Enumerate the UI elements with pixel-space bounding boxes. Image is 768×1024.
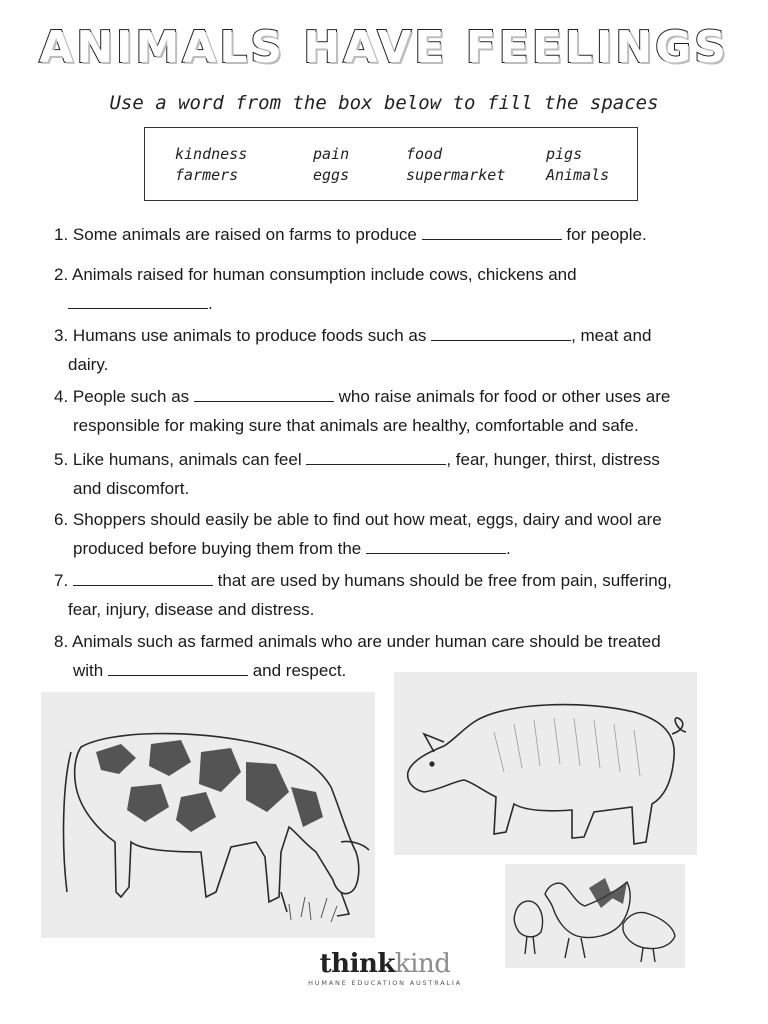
logo-wordmark (300, 950, 470, 978)
question-text: produced before buying them from the (73, 539, 362, 558)
word-kindness: kindness (175, 145, 248, 163)
question-number: 7. (54, 571, 69, 590)
word-pigs: pigs (546, 145, 583, 163)
question-text: , meat and (571, 326, 652, 345)
answer-blank[interactable] (431, 328, 571, 341)
question-text: . (505, 539, 511, 558)
question-text: Animals raised for human consumption include cows, chickens and (71, 265, 577, 284)
question-3 (54, 321, 714, 379)
thinkkind-logo (300, 950, 470, 987)
cow-drawing (41, 692, 375, 938)
question-text: Like humans, animals can feel (72, 450, 302, 469)
question-text: for people. (566, 225, 647, 244)
pig-illustration (394, 672, 697, 855)
chickens-illustration (505, 864, 685, 968)
question-number: 5. (54, 450, 69, 469)
question-text: that are used by humans should be free from pain, suffering, (217, 571, 672, 590)
question-text: Humans use animals to produce foods such as (72, 326, 427, 345)
answer-blank[interactable] (422, 227, 562, 240)
pig-drawing (394, 672, 697, 855)
question-text: who raise animals for food or other uses are (338, 387, 671, 406)
question-text: and discomfort. (73, 479, 190, 498)
question-number: 8. (54, 632, 69, 651)
question-number: 2. (54, 265, 69, 284)
question-text: Shoppers should easily be able to find out how meat, eggs, dairy and wool are (72, 510, 662, 529)
question-text: . (208, 294, 213, 313)
word-animals: Animals (546, 166, 610, 184)
logo-kind: kind (394, 949, 451, 979)
question-number: 4. (54, 387, 69, 406)
question-4 (54, 382, 714, 440)
answer-blank[interactable] (194, 389, 334, 402)
question-text: Animals such as farmed animals who are under human care should be treated (71, 632, 661, 651)
answer-blank[interactable] (73, 573, 213, 586)
question-number: 1. (54, 225, 69, 244)
question-1 (54, 220, 714, 249)
word-eggs: eggs (313, 166, 350, 184)
word-food: food (406, 145, 443, 163)
question-text: Some animals are raised on farms to produce (72, 225, 417, 244)
word-box (144, 127, 638, 201)
chickens-drawing (505, 864, 685, 968)
answer-blank[interactable] (108, 663, 248, 676)
question-text: dairy. (68, 355, 109, 374)
question-text: fear, injury, disease and distress. (68, 600, 315, 619)
question-number: 6. (54, 510, 69, 529)
cow-illustration (41, 692, 375, 938)
answer-blank[interactable] (366, 541, 506, 554)
question-7 (54, 566, 714, 624)
word-farmers: farmers (175, 166, 239, 184)
question-text: and respect. (252, 661, 347, 680)
word-pain: pain (313, 145, 350, 163)
question-text: responsible for making sure that animals are healthy, comfortable and safe. (73, 416, 639, 435)
instructions: Use a word from the box below to fill the spaces (109, 92, 659, 114)
question-text: People such as (72, 387, 190, 406)
question-number: 3. (54, 326, 69, 345)
answer-blank[interactable] (306, 452, 446, 465)
answer-blank[interactable] (68, 296, 208, 309)
logo-think: think (319, 949, 395, 979)
question-2 (54, 260, 714, 318)
question-5 (54, 445, 714, 503)
question-text: with (73, 661, 104, 680)
question-6 (54, 505, 714, 563)
question-text: , fear, hunger, thirst, distress (446, 450, 660, 469)
worksheet-title: ANIMALS HAVE FEELINGS (39, 22, 729, 73)
logo-tagline: HUMANE EDUCATION AUSTRALIA (308, 979, 462, 987)
word-supermarket: supermarket (406, 166, 506, 184)
